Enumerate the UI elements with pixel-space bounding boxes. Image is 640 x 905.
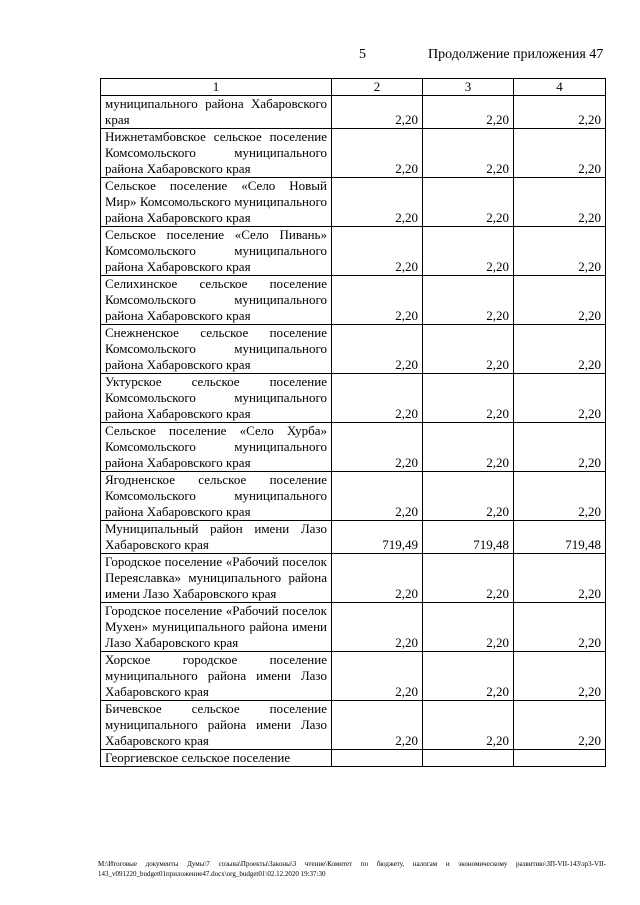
value-col4-cell: 2,20 (514, 603, 606, 652)
table-row (101, 374, 606, 423)
value-col2-cell: 2,20 (332, 129, 423, 178)
budget-table (100, 78, 606, 767)
value-col3-cell: 2,20 (423, 472, 514, 521)
value-col2-cell: 2,20 (332, 227, 423, 276)
value-col2-cell (332, 750, 423, 767)
table-row (101, 227, 606, 276)
value-col2-cell: 2,20 (332, 178, 423, 227)
value-col3-cell: 2,20 (423, 227, 514, 276)
value-col2-cell: 2,20 (332, 603, 423, 652)
value-col2-cell: 2,20 (332, 554, 423, 603)
value-col2-cell: 2,20 (332, 423, 423, 472)
table-row (101, 96, 606, 129)
value-col3-cell (423, 750, 514, 767)
value-col3-cell: 2,20 (423, 652, 514, 701)
value-col3-cell: 2,20 (423, 603, 514, 652)
value-col3-cell: 2,20 (423, 129, 514, 178)
table-row (101, 701, 606, 750)
column-header-4: 4 (514, 79, 606, 96)
value-col2-cell: 2,20 (332, 276, 423, 325)
municipality-name-cell: Городское поселение «Рабочий поселок Мухен» муниципального района имени Лазо Хабаровского края (101, 603, 332, 652)
value-col4-cell: 2,20 (514, 554, 606, 603)
value-col4-cell: 2,20 (514, 96, 606, 129)
municipality-name-cell: Городское поселение «Рабочий поселок Переяславка» муниципального района имени Лазо Хабаровского края (101, 554, 332, 603)
column-header-1: 1 (101, 79, 332, 96)
table-body (101, 96, 606, 767)
value-col2-cell: 719,49 (332, 521, 423, 554)
municipality-name-cell: Хорское городское поселение муниципального района имени Лазо Хабаровского края (101, 652, 332, 701)
municipality-name-cell: Георгиевское сельское поселение (101, 750, 332, 767)
value-col4-cell: 2,20 (514, 701, 606, 750)
column-header-3: 3 (423, 79, 514, 96)
municipality-name-cell: Сельское поселение «Село Хурба» Комсомольского муниципального района Хабаровского края (101, 423, 332, 472)
value-col4-cell: 2,20 (514, 472, 606, 521)
table-row (101, 603, 606, 652)
municipality-name-cell: муниципального района Хабаровского края (101, 96, 332, 129)
value-col4-cell: 2,20 (514, 423, 606, 472)
table-row (101, 276, 606, 325)
table-row (101, 129, 606, 178)
value-col3-cell: 719,48 (423, 521, 514, 554)
table-row (101, 325, 606, 374)
municipality-name-cell: Муниципальный район имени Лазо Хабаровского края (101, 521, 332, 554)
table-row (101, 750, 606, 767)
value-col2-cell: 2,20 (332, 472, 423, 521)
table-row (101, 472, 606, 521)
file-path-footer: M:\Итоговые документы Думы\7 созыва\Проекты\Законы\3 чтение\Комитет по бюджету, налогам и экономическому развитию\ЗП-VII-143\зр3-VII-143_v091220_budget01приложение47.docx\org_budget01\02.12.2020 19:37:30 (98, 860, 606, 878)
table-row (101, 652, 606, 701)
table-row (101, 521, 606, 554)
value-col4-cell: 719,48 (514, 521, 606, 554)
value-col4-cell (514, 750, 606, 767)
value-col3-cell: 2,20 (423, 423, 514, 472)
value-col2-cell: 2,20 (332, 701, 423, 750)
municipality-name-cell: Снежненское сельское поселение Комсомольского муниципального района Хабаровского края (101, 325, 332, 374)
page-number: 5 (359, 47, 366, 62)
value-col2-cell: 2,20 (332, 96, 423, 129)
table-row (101, 178, 606, 227)
table-row (101, 554, 606, 603)
value-col3-cell: 2,20 (423, 276, 514, 325)
value-col3-cell: 2,20 (423, 178, 514, 227)
value-col3-cell: 2,20 (423, 374, 514, 423)
value-col3-cell: 2,20 (423, 701, 514, 750)
value-col4-cell: 2,20 (514, 374, 606, 423)
municipality-name-cell: Сельское поселение «Село Новый Мир» Комсомольского муниципального района Хабаровского края (101, 178, 332, 227)
municipality-name-cell: Нижнетамбовское сельское поселение Комсомольского муниципального района Хабаровского края (101, 129, 332, 178)
value-col4-cell: 2,20 (514, 129, 606, 178)
value-col3-cell: 2,20 (423, 325, 514, 374)
value-col3-cell: 2,20 (423, 96, 514, 129)
table-header-row (101, 79, 606, 96)
municipality-name-cell: Сельское поселение «Село Пивань» Комсомольского муниципального района Хабаровского края (101, 227, 332, 276)
column-header-2: 2 (332, 79, 423, 96)
value-col2-cell: 2,20 (332, 325, 423, 374)
continuation-heading: Продолжение приложения 47 (428, 47, 604, 62)
value-col4-cell: 2,20 (514, 652, 606, 701)
municipality-name-cell: Уктурское сельское поселение Комсомольского муниципального района Хабаровского края (101, 374, 332, 423)
table-row (101, 423, 606, 472)
value-col2-cell: 2,20 (332, 374, 423, 423)
value-col4-cell: 2,20 (514, 178, 606, 227)
municipality-name-cell: Бичевское сельское поселение муниципального района имени Лазо Хабаровского края (101, 701, 332, 750)
value-col2-cell: 2,20 (332, 652, 423, 701)
value-col4-cell: 2,20 (514, 276, 606, 325)
value-col4-cell: 2,20 (514, 325, 606, 374)
value-col4-cell: 2,20 (514, 227, 606, 276)
municipality-name-cell: Ягодненское сельское поселение Комсомольского муниципального района Хабаровского края (101, 472, 332, 521)
municipality-name-cell: Селихинское сельское поселение Комсомольского муниципального района Хабаровского края (101, 276, 332, 325)
value-col3-cell: 2,20 (423, 554, 514, 603)
